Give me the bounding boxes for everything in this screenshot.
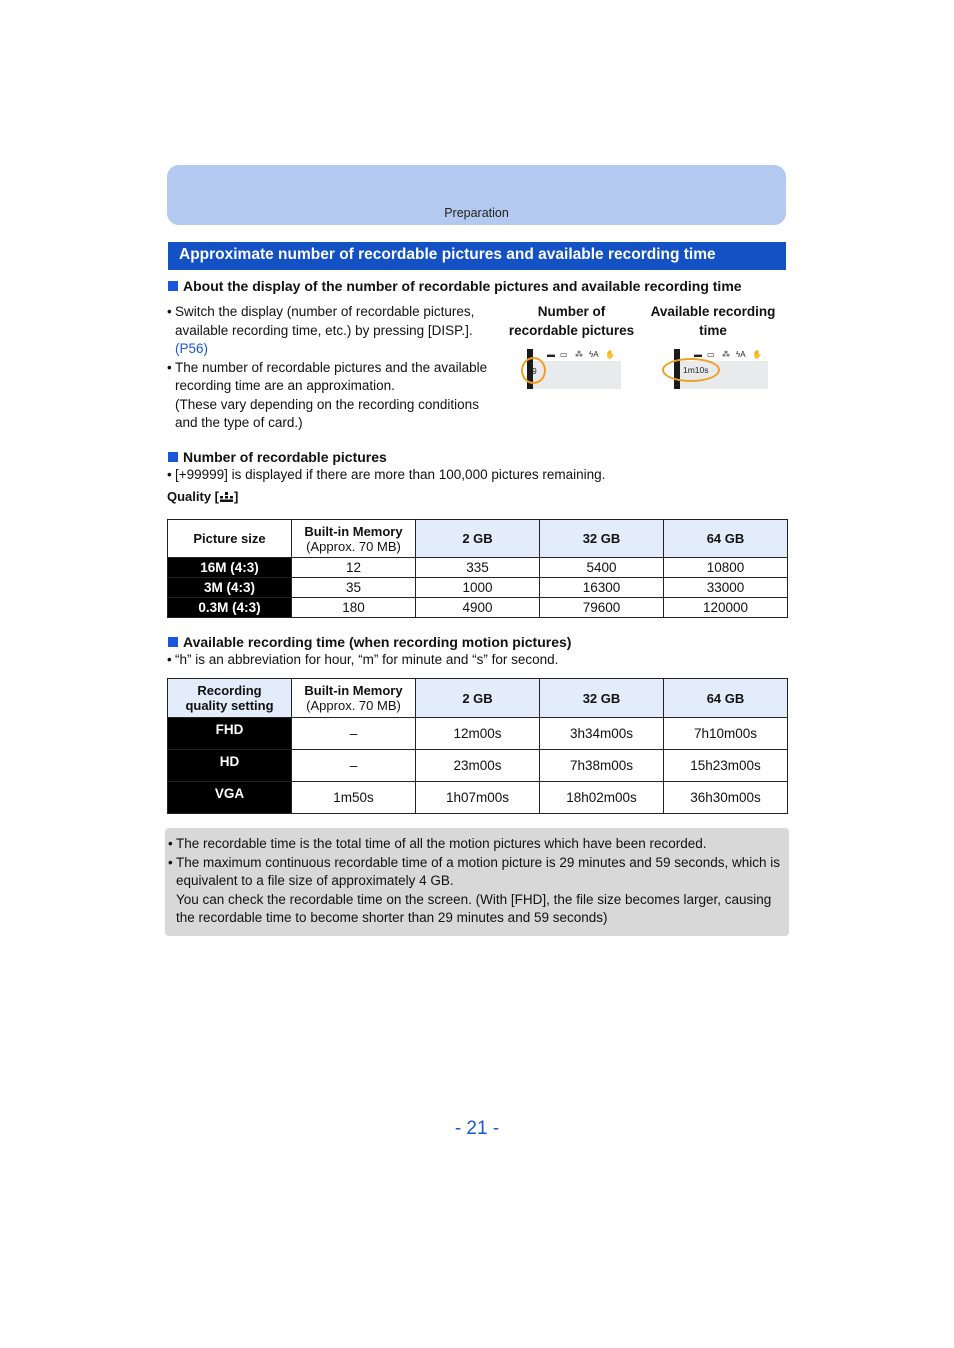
table-cell: 36h30m00s <box>664 782 788 814</box>
recording-time-table <box>167 678 788 814</box>
table-row <box>168 598 788 618</box>
list-item <box>168 854 783 928</box>
list-item: • “h” is an abbreviation for hour, “m” for minute and “s” for second. <box>167 651 787 670</box>
table-cell: 10800 <box>664 558 788 578</box>
picture-size-icon: ▬ <box>547 350 555 359</box>
row-label: FHD <box>168 718 292 750</box>
table-cell: 7h38m00s <box>540 750 664 782</box>
square-bullet-icon <box>168 281 178 291</box>
table-cell: 16300 <box>540 578 664 598</box>
table-cell: – <box>292 718 416 750</box>
col-heading-line: Number of <box>537 304 606 319</box>
highlight-ring <box>662 358 720 382</box>
table-cell: 180 <box>292 598 416 618</box>
quality-label-text: Quality [ <box>167 489 220 504</box>
row-label: 3M (4:3) <box>168 578 292 598</box>
bullet-text: The number of recordable pictures and the available recording time are an approximation. <box>175 359 488 393</box>
list-item <box>167 303 502 359</box>
quality-fine-icon <box>219 490 234 500</box>
bullet-note: (These vary depending on the recording conditions and the type of card.) <box>175 396 479 430</box>
table-cell: 1000 <box>416 578 540 598</box>
quality-fine-icon: ⁂ <box>575 350 583 359</box>
row-label: HD <box>168 750 292 782</box>
recording-section-heading <box>168 634 571 650</box>
column-header-line: (Approx. 70 MB) <box>306 538 401 554</box>
column-header <box>292 679 416 718</box>
column-header-line: quality setting <box>185 698 274 713</box>
display-section-bullets <box>167 303 502 433</box>
display-section-heading <box>168 278 742 294</box>
col-heading-line: recordable pictures <box>508 322 635 338</box>
page-number: - 21 - <box>454 1118 500 1139</box>
table-cell: 12m00s <box>416 718 540 750</box>
notes-box <box>165 828 789 936</box>
col-heading-recording-time <box>642 303 784 340</box>
table-cell: 1h07m00s <box>416 782 540 814</box>
table-cell: 335 <box>416 558 540 578</box>
pictures-section-heading <box>168 449 387 465</box>
stabilizer-icon: ✋ <box>752 350 762 359</box>
column-header <box>168 679 292 718</box>
quality-label-end: ] <box>234 489 239 504</box>
table-cell: 35 <box>292 578 416 598</box>
page-link[interactable]: (P56) <box>175 341 209 356</box>
note-text: The maximum continuous recordable time of a motion picture is 29 minutes and 59 seconds, which is equivalent to a file size of approximately 4 GB. <box>176 854 781 888</box>
table-cell: 23m00s <box>416 750 540 782</box>
column-header: 64 GB <box>664 520 788 558</box>
row-label: 16M (4:3) <box>168 558 292 578</box>
square-bullet-icon <box>168 452 178 462</box>
column-header: 32 GB <box>540 679 664 718</box>
column-header-line: Recording <box>197 683 262 698</box>
table-cell: 7h10m00s <box>664 718 788 750</box>
table-cell: 5400 <box>540 558 664 578</box>
col-heading-line: time <box>699 322 727 338</box>
recording-note <box>167 651 787 670</box>
display-section-heading-text: About the display of the number of recordable pictures and available recording time <box>183 278 742 294</box>
pictures-section-heading-text: Number of recordable pictures <box>183 449 387 465</box>
section-label: Preparation <box>444 206 509 220</box>
list-item: • [+99999] is displayed if there are more than 100,000 pictures remaining. <box>167 466 787 485</box>
column-header-line: Built-in Memory <box>304 523 403 539</box>
column-header: Picture size <box>168 520 292 558</box>
table-cell: 4900 <box>416 598 540 618</box>
pictures-note <box>167 466 787 485</box>
quality-fine-icon: ⁂ <box>722 350 730 359</box>
flash-auto-icon: ϟA <box>736 350 746 359</box>
square-bullet-icon <box>168 637 178 647</box>
column-header <box>292 520 416 558</box>
column-header-line: (Approx. 70 MB) <box>306 698 401 713</box>
highlight-ring <box>521 357 546 384</box>
quality-label <box>167 489 238 504</box>
table-cell: – <box>292 750 416 782</box>
stabilizer-icon: ✋ <box>605 350 615 359</box>
column-header-line: Built-in Memory <box>304 683 403 698</box>
table-row <box>168 750 788 782</box>
col-heading-line: Available recording <box>650 304 776 319</box>
table-cell: 120000 <box>664 598 788 618</box>
row-label: VGA <box>168 782 292 814</box>
quality-icon: ▭ <box>707 350 715 359</box>
table-cell: 33000 <box>664 578 788 598</box>
column-header: 2 GB <box>416 679 540 718</box>
column-header: 2 GB <box>416 520 540 558</box>
recording-section-heading-text: Available recording time (when recording motion pictures) <box>183 634 572 650</box>
column-header: 32 GB <box>540 520 664 558</box>
table-row <box>168 578 788 598</box>
list-item: • The recordable time is the total time of all the motion pictures which have been recorded. <box>168 835 783 854</box>
recordable-pictures-table <box>167 519 788 618</box>
table-cell: 15h23m00s <box>664 750 788 782</box>
bullet-text: Switch the display (number of recordable pictures, available recording time, etc.) by pressing [DISP.]. <box>175 304 475 338</box>
list-item <box>167 359 502 433</box>
table-cell: 1m50s <box>292 782 416 814</box>
table-row <box>168 718 788 750</box>
table-header-row <box>168 679 788 718</box>
page-title: Approximate number of recordable pictures and available recording time <box>168 242 786 270</box>
column-header: 64 GB <box>664 679 788 718</box>
video-icon: ▬ <box>694 350 702 359</box>
table-cell: 12 <box>292 558 416 578</box>
screen-recording-time-value: 1m10s <box>683 365 709 375</box>
table-cell: 3h34m00s <box>540 718 664 750</box>
table-row <box>168 558 788 578</box>
note-text: You can check the recordable time on the screen. (With [FHD], the file size becomes larger, causing the recordable time to become shorter than 29 minutes and 59 seconds) <box>176 891 772 925</box>
table-cell: 79600 <box>540 598 664 618</box>
col-heading-recordable-pictures <box>500 303 643 340</box>
screen-picture-count: 9 <box>532 366 537 376</box>
table-row <box>168 782 788 814</box>
table-header-row <box>168 520 788 558</box>
table-cell: 18h02m00s <box>540 782 664 814</box>
quality-icon: ▭ <box>560 350 568 359</box>
row-label: 0.3M (4:3) <box>168 598 292 618</box>
flash-auto-icon: ϟA <box>589 350 599 359</box>
